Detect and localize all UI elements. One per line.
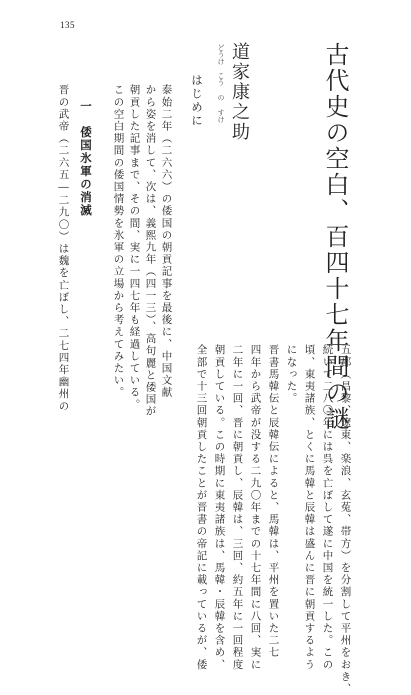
body-line-8: 朝貢している。この時期に東夷諸族は、馬韓・辰韓を含め、 (213, 344, 226, 671)
intro-heading: はじめに (190, 74, 204, 128)
body-line-3: 頃、東夷諸族、とくに馬韓と辰韓は盛んに晋に朝貢するよう (303, 344, 316, 671)
body-line-4: になった。 (285, 344, 298, 405)
intro-line-4: この空白期間の倭国情勢を氷軍の立場から考えてみたい。 (112, 84, 125, 399)
body-line-5: 晋書馬韓伝と辰韓伝によると、馬韓は、平州を置いた二七 (267, 344, 280, 659)
intro-line-2: から姿を消して、次は、義熙九年（四一三）、高句麗と倭国が (144, 84, 157, 418)
body-line-6: 四年から武帝が没する二九〇年までの十七年間に八回、実に (249, 344, 262, 671)
body-line-2: 続いて二八〇年には呉を亡ぼして遂に中国を統一した。この (321, 344, 334, 671)
author-reading: どうけ こう の すけ (217, 44, 225, 123)
section-first-line: 晋の武帝（二六五―二九〇）は魏を亡ぼし、二七四年幽州の (57, 84, 70, 413)
body-line-7: 二年に一回、晋に朝貢し、辰韓は、三回、約五年に一回程度 (231, 344, 244, 671)
intro-line-3: 朝貢した記事まで、その間、実に一四七年も経過している。 (128, 84, 141, 411)
body-line-9: 全部で十三回朝貢したことが晋書の帝記に載っているが、倭 (195, 344, 208, 671)
intro-line-1: 泰始二年（二六六）の倭国の朝貢記事を最後に、中国文献 (160, 84, 173, 399)
section-heading: 一 倭国氷軍の消滅 (79, 100, 93, 217)
page-number: 135 (60, 20, 75, 30)
body-line-1: 五郡（昌黎、遼東、楽浪、玄菟、帯方）を分割して平州をおき、 (339, 344, 352, 695)
article-title: 古代史の空白、百四十七年間の謎 (321, 42, 349, 432)
author-name: 道家康之助 (229, 42, 250, 142)
